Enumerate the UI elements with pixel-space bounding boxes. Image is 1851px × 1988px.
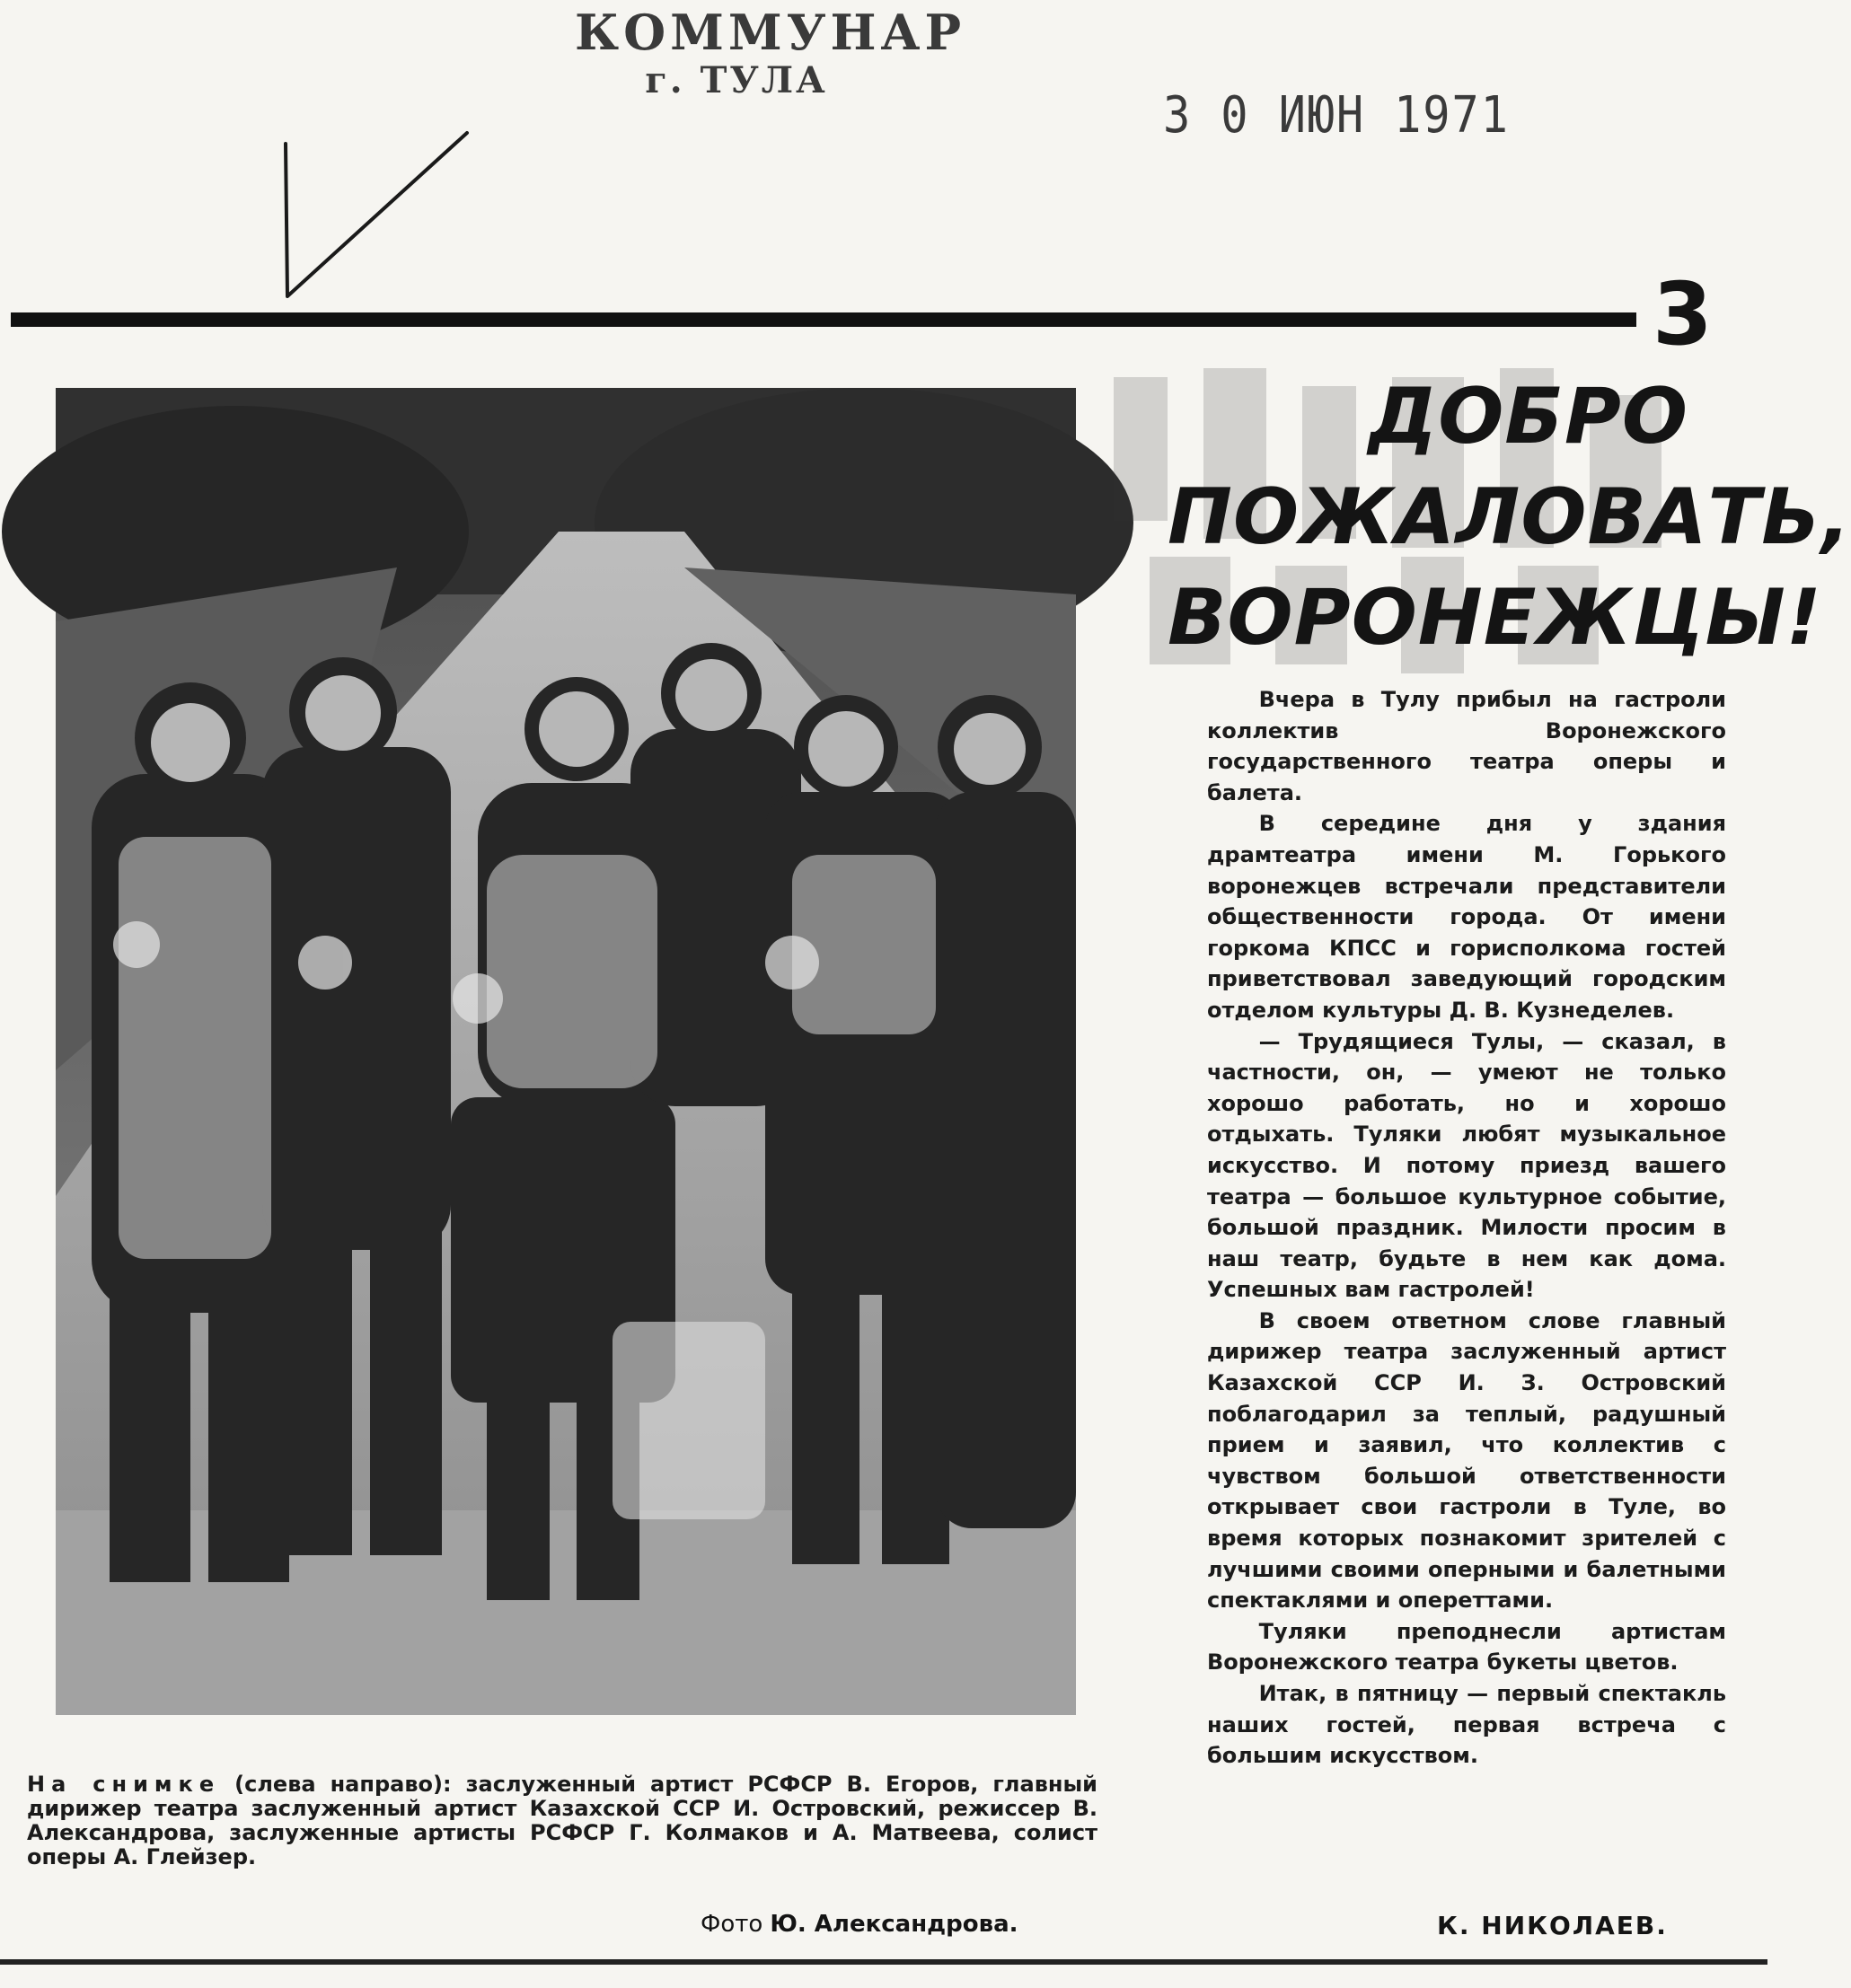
- date-stamp: 3 0 ИЮН 1971: [1163, 86, 1510, 145]
- newspaper-name: КОММУНАР: [575, 4, 966, 61]
- caption-text: (слева направо): заслуженный артист РСФСР В. Егоров, главный дирижер театра заслуженный артист Казахской ССР И. Островский, режиссер В. Александрова, заслуженные артисты РСФСР Г. Колмаков и А. Матвеева, солист оперы А. Глейзер.: [27, 1772, 1097, 1869]
- photo-credit-label: Фото: [701, 1911, 763, 1938]
- photo-credit: [701, 1911, 1018, 1938]
- caption-lead: На снимке: [27, 1772, 221, 1797]
- article-body: [1207, 684, 1726, 1772]
- headline-line-3: ВОРОНЕЖЦЫ!: [1168, 573, 1822, 663]
- article-paragraph: В своем ответном слове главный дирижер театра заслуженный артист Казахской ССР И. З. Островский поблагодарил за теплый, радушный прием и заявил, что коллектив с чувством большой ответственности открывает свои гастроли в Туле, во время которых познакомит зрителей с лучшими своими оперными и балетными спектаклями и опереттами.: [1207, 1307, 1726, 1614]
- article-paragraph: Итак, в пятницу — первый спектакль наших гостей, первая встреча с большим искусством.: [1207, 1681, 1726, 1769]
- group-photo: [56, 388, 1076, 1715]
- bottom-rule: [0, 1959, 1767, 1965]
- newspaper-city: г. ТУЛА: [645, 59, 828, 101]
- article-paragraph: Туляки преподнесли артистам Воронежского театра букеты цветов.: [1207, 1618, 1726, 1676]
- photo-illustration: [56, 388, 1076, 1715]
- article-paragraph: В середине дня у здания драмтеатра имени М. Горького воронежцев встречали представители общественности города. От имени горкома КПСС и горисполкома гостей приветствовал заведующий городским отделом культуры Д. В. Кузнеделев.: [1207, 811, 1726, 1023]
- checkmark-icon: [269, 126, 485, 305]
- article-paragraph: Вчера в Тулу прибыл на гастроли коллектив Воронежского государственного театра оперы и балета.: [1207, 687, 1726, 805]
- article-author: К. НИКОЛАЕВ.: [1437, 1911, 1668, 1940]
- photo-caption: [27, 1772, 1097, 1869]
- headline: [1168, 366, 1851, 668]
- newspaper-stamp: [575, 4, 966, 102]
- headline-line-1: ДОБРО: [1368, 372, 1688, 462]
- photo-credit-name: Ю. Александрова.: [770, 1911, 1018, 1938]
- article-paragraph: — Трудящиеся Тулы, — сказал, в частности, он, — умеют не только хорошо работать, но и хорошо отдыхать. Туляки любят музыкальное искусство. И потому приезд вашего театра — большое культурное событие, большой праздник. Милости просим в наш театр, будьте в нем как дома. Успешных вам гастролей!: [1207, 1028, 1726, 1303]
- page-number: 3: [1653, 264, 1713, 365]
- headline-line-2: ПОЖАЛОВАТЬ,: [1168, 472, 1851, 562]
- top-rule: [11, 312, 1636, 327]
